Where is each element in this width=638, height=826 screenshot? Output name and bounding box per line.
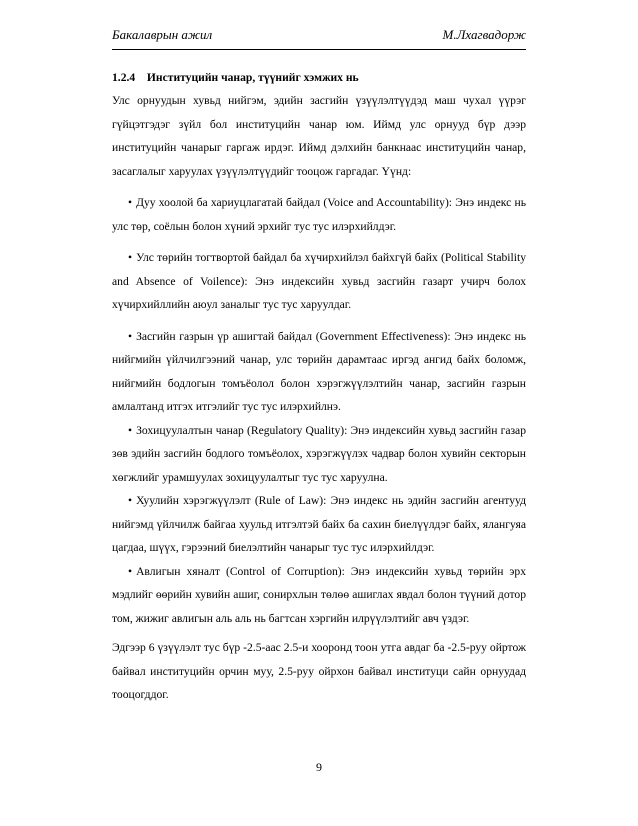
page-header bbox=[112, 27, 526, 50]
bullet-item-rule-of-law bbox=[112, 489, 526, 560]
bullet-item-government-effectiveness bbox=[112, 325, 526, 419]
bullet-text: Зохицуулалтын чанар (Regulatory Quality): Энэ индексийн хувьд засгийн газар зөв эдийн засгийн бодлого томъёолох, хэрэгжүүлэх чадвар болон хувийн секторын хөгжлийг урамшуулах зохицуулалтыг тус тус харуулна. bbox=[112, 423, 526, 484]
bullet-text: Дуу хоолой ба хариуцлагатай байдал (Voice and Accountability): Энэ индекс нь улс төр, соёлын болон хүний эрхийг тус тус илэрхийлдэг. bbox=[112, 196, 526, 233]
intro-paragraph: Улс орнуудын хувьд нийгэм, эдийн засгийн үзүүлэлтүүдэд маш чухал үүрэг гүйцэтгэдэг зүйл бол институцийн чанар юм. Иймд улс орнууд бүр дээр институцийн чанарыг гаргаж ирдэг. Иймд дэлхийн банкнаас институцийн чанар, засаглалыг харуулах үзүүлэлтүүдийг тооцож гаргадаг. Үүнд: bbox=[112, 94, 526, 178]
bullet-item-political-stability bbox=[112, 246, 526, 317]
bullet-text: Улс төрийн тогтвортой байдал ба хүчирхийлэл байхгүй байх (Political Stability and Absence of Voilence): Энэ индексийн хувьд засгийн газарт учирч болох хүчирхийллийн аюул заналыг тус тус харуулдаг. bbox=[112, 251, 526, 311]
conclusion-paragraph: Эдгээр 6 үзүүлэлт тус бүр -2.5-аас 2.5-и хооронд тоон утга авдаг ба -2.5-руу ойртож байвал институцийн орчин муу, 2.5-руу ойрхон байвал институци сайн орнуудад тооцогддог. bbox=[112, 641, 526, 701]
section-title: Институцийн чанар, түүнийг хэмжих нь bbox=[146, 71, 359, 84]
section-number: 1.2.4 bbox=[112, 71, 136, 84]
bullet-item-voice bbox=[112, 191, 526, 238]
bullet-marker: • bbox=[128, 494, 133, 507]
bullet-marker: • bbox=[128, 251, 133, 264]
bullet-marker: • bbox=[128, 329, 133, 343]
bullet-text: Авлигын хяналт (Control of Corruption): Энэ индексийн хувьд төрийн эрх мэдлийг өөрийн хувийн ашиг, сонирхлын төлөө ашиглах явдал болон түүний дотор том, жижиг авлигын аль аль нь багтсан хэргийн илрүүлэлтийг авч үздэг. bbox=[112, 564, 526, 625]
bullet-marker: • bbox=[128, 196, 133, 209]
page-number: 9 bbox=[316, 760, 322, 774]
section-heading bbox=[112, 66, 526, 89]
header-left-text: Бакалаврын ажил bbox=[112, 27, 213, 42]
bullet-text: Засгийн газрын үр ашигтай байдал (Government Effectiveness): Энэ индекс нь нийгмийн үйлчилгээний чанар, улс төрийн дарамтаас иргэд ангид байх боломж, нийгмийн бодлогын томъёолол болон хэрэгжүүлэлтийн чанар, засгийн газрын амлалтанд итгэх итгэлийг тус тус илэрхийлнэ. bbox=[112, 329, 526, 413]
bullet-item-control-of-corruption bbox=[112, 560, 526, 631]
page-body bbox=[112, 66, 526, 707]
bullet-item-regulatory-quality bbox=[112, 419, 526, 490]
bullet-marker: • bbox=[128, 564, 133, 578]
bullet-marker: • bbox=[128, 423, 133, 437]
header-right-text: М.Лхагвадорж bbox=[442, 27, 526, 42]
bullet-text: Хуулийн хэрэгжүүлэлт (Rule of Law): Энэ индекс нь эдийн засгийн агентууд нийгэмд үйлчилж байгаа хуульд итгэлтэй байх ба сахин биелүүлдэг байх, ялангуяа цагдаа, шүүх, гэрээний биелэлтийн чанарыг тус тус илэрхийлдэг. bbox=[112, 494, 526, 554]
